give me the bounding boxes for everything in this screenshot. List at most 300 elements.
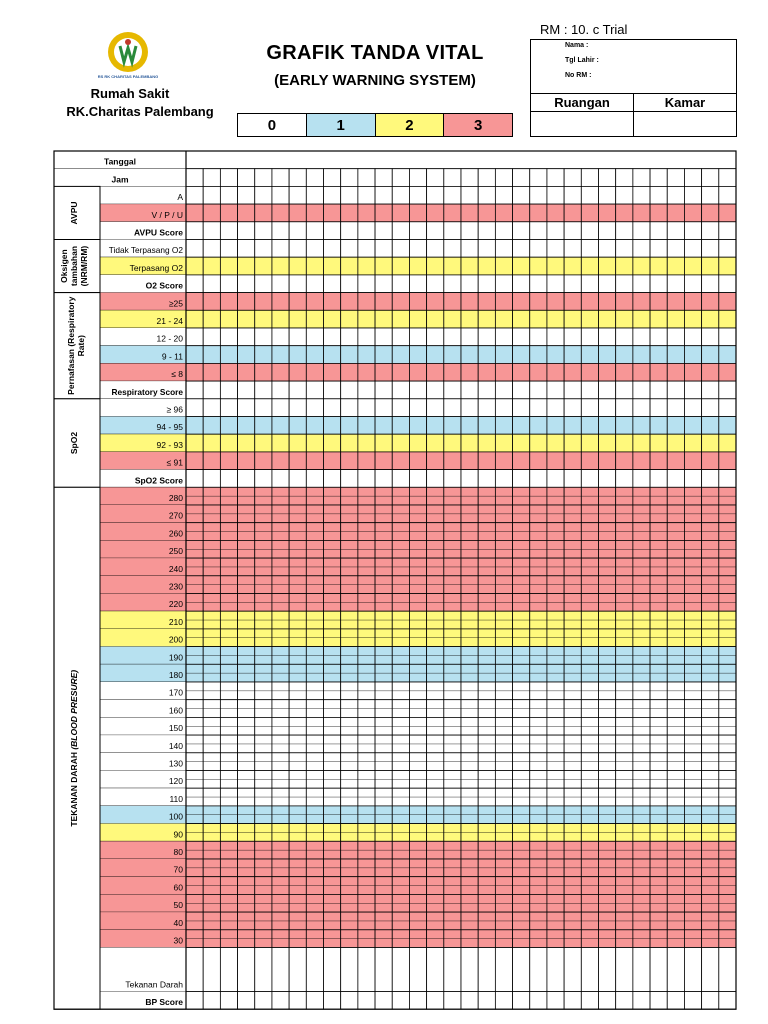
grid-cell[interactable] <box>341 222 358 240</box>
grid-cell[interactable] <box>289 992 306 1010</box>
grid-cell[interactable] <box>684 417 701 435</box>
grid-cell[interactable] <box>564 275 581 293</box>
grid-cell[interactable] <box>616 399 633 417</box>
grid-cell[interactable] <box>444 310 461 328</box>
date-cell[interactable] <box>186 151 736 169</box>
grid-cell[interactable] <box>427 222 444 240</box>
grid-cell[interactable] <box>530 434 547 452</box>
grid-cell[interactable] <box>324 452 341 470</box>
grid-cell[interactable] <box>358 434 375 452</box>
grid-cell[interactable] <box>564 417 581 435</box>
grid-cell[interactable] <box>702 186 719 204</box>
grid-cell[interactable] <box>272 240 289 258</box>
grid-cell[interactable] <box>427 257 444 275</box>
grid-cell[interactable] <box>667 363 684 381</box>
grid-cell[interactable] <box>220 470 237 488</box>
grid-cell[interactable] <box>719 399 736 417</box>
grid-cell[interactable] <box>409 293 426 311</box>
grid-cell[interactable] <box>289 240 306 258</box>
grid-cell[interactable] <box>599 452 616 470</box>
grid-cell[interactable] <box>375 169 392 187</box>
grid-cell[interactable] <box>650 417 667 435</box>
grid-cell[interactable] <box>341 169 358 187</box>
grid-cell[interactable] <box>375 452 392 470</box>
grid-cell[interactable] <box>530 240 547 258</box>
grid-cell[interactable] <box>719 417 736 435</box>
grid-cell[interactable] <box>461 948 478 992</box>
grid-cell[interactable] <box>547 186 564 204</box>
grid-cell[interactable] <box>289 434 306 452</box>
grid-cell[interactable] <box>427 470 444 488</box>
grid-cell[interactable] <box>444 381 461 399</box>
grid-cell[interactable] <box>392 948 409 992</box>
grid-cell[interactable] <box>547 204 564 222</box>
grid-cell[interactable] <box>684 204 701 222</box>
grid-cell[interactable] <box>203 257 220 275</box>
grid-cell[interactable] <box>633 310 650 328</box>
grid-cell[interactable] <box>375 417 392 435</box>
grid-cell[interactable] <box>409 381 426 399</box>
grid-cell[interactable] <box>220 381 237 399</box>
grid-cell[interactable] <box>238 293 255 311</box>
grid-cell[interactable] <box>495 275 512 293</box>
grid-cell[interactable] <box>702 222 719 240</box>
grid-cell[interactable] <box>289 186 306 204</box>
grid-cell[interactable] <box>478 204 495 222</box>
grid-cell[interactable] <box>409 186 426 204</box>
grid-cell[interactable] <box>392 992 409 1010</box>
grid-cell[interactable] <box>599 222 616 240</box>
grid-cell[interactable] <box>719 275 736 293</box>
grid-cell[interactable] <box>186 275 203 293</box>
grid-cell[interactable] <box>306 204 323 222</box>
grid-cell[interactable] <box>220 948 237 992</box>
grid-cell[interactable] <box>203 328 220 346</box>
grid-cell[interactable] <box>633 363 650 381</box>
grid-cell[interactable] <box>358 275 375 293</box>
grid-cell[interactable] <box>375 346 392 364</box>
grid-cell[interactable] <box>324 417 341 435</box>
grid-cell[interactable] <box>324 948 341 992</box>
grid-cell[interactable] <box>220 328 237 346</box>
grid-cell[interactable] <box>547 257 564 275</box>
grid-cell[interactable] <box>599 328 616 346</box>
grid-cell[interactable] <box>547 275 564 293</box>
grid-cell[interactable] <box>444 992 461 1010</box>
grid-cell[interactable] <box>599 240 616 258</box>
grid-cell[interactable] <box>478 399 495 417</box>
grid-cell[interactable] <box>461 257 478 275</box>
grid-cell[interactable] <box>341 417 358 435</box>
grid-cell[interactable] <box>306 434 323 452</box>
grid-cell[interactable] <box>186 222 203 240</box>
grid-cell[interactable] <box>513 310 530 328</box>
grid-cell[interactable] <box>461 328 478 346</box>
grid-cell[interactable] <box>427 204 444 222</box>
grid-cell[interactable] <box>255 363 272 381</box>
grid-cell[interactable] <box>547 417 564 435</box>
grid-cell[interactable] <box>478 346 495 364</box>
grid-cell[interactable] <box>427 310 444 328</box>
grid-cell[interactable] <box>409 204 426 222</box>
grid-cell[interactable] <box>392 310 409 328</box>
grid-cell[interactable] <box>702 275 719 293</box>
grid-cell[interactable] <box>616 381 633 399</box>
grid-cell[interactable] <box>461 346 478 364</box>
grid-cell[interactable] <box>272 346 289 364</box>
grid-cell[interactable] <box>633 992 650 1010</box>
grid-cell[interactable] <box>461 186 478 204</box>
grid-cell[interactable] <box>289 169 306 187</box>
grid-cell[interactable] <box>186 363 203 381</box>
grid-cell[interactable] <box>306 275 323 293</box>
grid-cell[interactable] <box>599 992 616 1010</box>
grid-cell[interactable] <box>461 452 478 470</box>
grid-cell[interactable] <box>324 470 341 488</box>
grid-cell[interactable] <box>702 257 719 275</box>
grid-cell[interactable] <box>599 169 616 187</box>
grid-cell[interactable] <box>530 186 547 204</box>
grid-cell[interactable] <box>289 257 306 275</box>
grid-cell[interactable] <box>684 257 701 275</box>
grid-cell[interactable] <box>358 948 375 992</box>
grid-cell[interactable] <box>444 240 461 258</box>
grid-cell[interactable] <box>392 470 409 488</box>
grid-cell[interactable] <box>238 169 255 187</box>
grid-cell[interactable] <box>409 399 426 417</box>
grid-cell[interactable] <box>358 310 375 328</box>
grid-cell[interactable] <box>513 222 530 240</box>
grid-cell[interactable] <box>650 346 667 364</box>
grid-cell[interactable] <box>547 399 564 417</box>
grid-cell[interactable] <box>324 992 341 1010</box>
grid-cell[interactable] <box>581 293 598 311</box>
grid-cell[interactable] <box>255 275 272 293</box>
grid-cell[interactable] <box>427 381 444 399</box>
grid-cell[interactable] <box>203 399 220 417</box>
grid-cell[interactable] <box>186 204 203 222</box>
grid-cell[interactable] <box>684 381 701 399</box>
grid-cell[interactable] <box>392 275 409 293</box>
grid-cell[interactable] <box>478 222 495 240</box>
grid-cell[interactable] <box>667 169 684 187</box>
grid-cell[interactable] <box>513 417 530 435</box>
grid-cell[interactable] <box>564 204 581 222</box>
grid-cell[interactable] <box>289 293 306 311</box>
grid-cell[interactable] <box>667 186 684 204</box>
grid-cell[interactable] <box>220 434 237 452</box>
grid-cell[interactable] <box>358 363 375 381</box>
grid-cell[interactable] <box>444 363 461 381</box>
grid-cell[interactable] <box>581 257 598 275</box>
grid-cell[interactable] <box>375 381 392 399</box>
grid-cell[interactable] <box>238 204 255 222</box>
grid-cell[interactable] <box>633 293 650 311</box>
grid-cell[interactable] <box>667 328 684 346</box>
grid-cell[interactable] <box>633 240 650 258</box>
grid-cell[interactable] <box>495 346 512 364</box>
grid-cell[interactable] <box>358 417 375 435</box>
grid-cell[interactable] <box>495 992 512 1010</box>
grid-cell[interactable] <box>272 186 289 204</box>
grid-cell[interactable] <box>513 381 530 399</box>
grid-cell[interactable] <box>341 293 358 311</box>
grid-cell[interactable] <box>478 363 495 381</box>
grid-cell[interactable] <box>444 169 461 187</box>
grid-cell[interactable] <box>633 328 650 346</box>
grid-cell[interactable] <box>650 275 667 293</box>
grid-cell[interactable] <box>238 328 255 346</box>
grid-cell[interactable] <box>444 222 461 240</box>
grid-cell[interactable] <box>581 346 598 364</box>
grid-cell[interactable] <box>530 992 547 1010</box>
grid-cell[interactable] <box>478 275 495 293</box>
grid-cell[interactable] <box>255 992 272 1010</box>
grid-cell[interactable] <box>272 257 289 275</box>
grid-cell[interactable] <box>444 204 461 222</box>
grid-cell[interactable] <box>650 169 667 187</box>
grid-cell[interactable] <box>461 470 478 488</box>
grid-cell[interactable] <box>306 381 323 399</box>
grid-cell[interactable] <box>272 310 289 328</box>
grid-cell[interactable] <box>513 992 530 1010</box>
grid-cell[interactable] <box>667 275 684 293</box>
grid-cell[interactable] <box>547 381 564 399</box>
grid-cell[interactable] <box>461 363 478 381</box>
grid-cell[interactable] <box>495 399 512 417</box>
grid-cell[interactable] <box>427 417 444 435</box>
grid-cell[interactable] <box>272 434 289 452</box>
grid-cell[interactable] <box>255 434 272 452</box>
grid-cell[interactable] <box>667 293 684 311</box>
grid-cell[interactable] <box>255 948 272 992</box>
grid-cell[interactable] <box>392 417 409 435</box>
grid-cell[interactable] <box>633 275 650 293</box>
grid-cell[interactable] <box>306 293 323 311</box>
grid-cell[interactable] <box>461 399 478 417</box>
grid-cell[interactable] <box>375 470 392 488</box>
grid-cell[interactable] <box>581 434 598 452</box>
grid-cell[interactable] <box>238 186 255 204</box>
grid-cell[interactable] <box>461 381 478 399</box>
grid-cell[interactable] <box>375 186 392 204</box>
grid-cell[interactable] <box>599 257 616 275</box>
grid-cell[interactable] <box>581 399 598 417</box>
grid-cell[interactable] <box>220 346 237 364</box>
grid-cell[interactable] <box>255 222 272 240</box>
grid-cell[interactable] <box>203 417 220 435</box>
grid-cell[interactable] <box>599 275 616 293</box>
grid-cell[interactable] <box>564 452 581 470</box>
grid-cell[interactable] <box>547 470 564 488</box>
grid-cell[interactable] <box>650 186 667 204</box>
grid-cell[interactable] <box>444 186 461 204</box>
grid-cell[interactable] <box>633 948 650 992</box>
grid-cell[interactable] <box>633 417 650 435</box>
grid-cell[interactable] <box>599 310 616 328</box>
grid-cell[interactable] <box>719 186 736 204</box>
grid-cell[interactable] <box>684 310 701 328</box>
grid-cell[interactable] <box>409 257 426 275</box>
grid-cell[interactable] <box>392 204 409 222</box>
grid-cell[interactable] <box>306 169 323 187</box>
grid-cell[interactable] <box>495 363 512 381</box>
grid-cell[interactable] <box>616 363 633 381</box>
grid-cell[interactable] <box>409 363 426 381</box>
grid-cell[interactable] <box>375 310 392 328</box>
grid-cell[interactable] <box>186 310 203 328</box>
grid-cell[interactable] <box>392 186 409 204</box>
grid-cell[interactable] <box>272 470 289 488</box>
grid-cell[interactable] <box>530 452 547 470</box>
grid-cell[interactable] <box>409 434 426 452</box>
grid-cell[interactable] <box>220 204 237 222</box>
grid-cell[interactable] <box>702 328 719 346</box>
grid-cell[interactable] <box>616 470 633 488</box>
grid-cell[interactable] <box>616 310 633 328</box>
grid-cell[interactable] <box>495 310 512 328</box>
grid-cell[interactable] <box>564 186 581 204</box>
grid-cell[interactable] <box>375 992 392 1010</box>
grid-cell[interactable] <box>478 434 495 452</box>
grid-cell[interactable] <box>392 293 409 311</box>
grid-cell[interactable] <box>633 434 650 452</box>
grid-cell[interactable] <box>203 381 220 399</box>
grid-cell[interactable] <box>564 169 581 187</box>
grid-cell[interactable] <box>409 992 426 1010</box>
grid-cell[interactable] <box>581 328 598 346</box>
grid-cell[interactable] <box>530 381 547 399</box>
grid-cell[interactable] <box>358 992 375 1010</box>
grid-cell[interactable] <box>461 240 478 258</box>
grid-cell[interactable] <box>667 470 684 488</box>
grid-cell[interactable] <box>478 310 495 328</box>
grid-cell[interactable] <box>633 257 650 275</box>
grid-cell[interactable] <box>341 204 358 222</box>
grid-cell[interactable] <box>203 204 220 222</box>
grid-cell[interactable] <box>341 948 358 992</box>
grid-cell[interactable] <box>341 381 358 399</box>
grid-cell[interactable] <box>530 363 547 381</box>
grid-cell[interactable] <box>633 204 650 222</box>
grid-cell[interactable] <box>530 257 547 275</box>
grid-cell[interactable] <box>719 310 736 328</box>
grid-cell[interactable] <box>684 399 701 417</box>
grid-cell[interactable] <box>341 186 358 204</box>
grid-cell[interactable] <box>684 275 701 293</box>
grid-cell[interactable] <box>633 186 650 204</box>
grid-cell[interactable] <box>427 186 444 204</box>
grid-cell[interactable] <box>599 948 616 992</box>
grid-cell[interactable] <box>324 240 341 258</box>
grid-cell[interactable] <box>547 452 564 470</box>
grid-cell[interactable] <box>581 222 598 240</box>
grid-cell[interactable] <box>581 169 598 187</box>
grid-cell[interactable] <box>650 240 667 258</box>
grid-cell[interactable] <box>495 222 512 240</box>
grid-cell[interactable] <box>238 434 255 452</box>
grid-cell[interactable] <box>667 310 684 328</box>
grid-cell[interactable] <box>564 381 581 399</box>
grid-cell[interactable] <box>255 417 272 435</box>
grid-cell[interactable] <box>444 346 461 364</box>
grid-cell[interactable] <box>255 293 272 311</box>
grid-cell[interactable] <box>564 992 581 1010</box>
grid-cell[interactable] <box>513 293 530 311</box>
grid-cell[interactable] <box>255 470 272 488</box>
grid-cell[interactable] <box>530 310 547 328</box>
grid-cell[interactable] <box>289 470 306 488</box>
grid-cell[interactable] <box>220 222 237 240</box>
grid-cell[interactable] <box>341 328 358 346</box>
grid-cell[interactable] <box>289 399 306 417</box>
grid-cell[interactable] <box>650 434 667 452</box>
grid-cell[interactable] <box>392 399 409 417</box>
grid-cell[interactable] <box>650 992 667 1010</box>
grid-cell[interactable] <box>186 257 203 275</box>
grid-cell[interactable] <box>684 346 701 364</box>
grid-cell[interactable] <box>478 452 495 470</box>
grid-cell[interactable] <box>324 169 341 187</box>
grid-cell[interactable] <box>289 204 306 222</box>
grid-cell[interactable] <box>220 452 237 470</box>
grid-cell[interactable] <box>238 346 255 364</box>
grid-cell[interactable] <box>427 328 444 346</box>
grid-cell[interactable] <box>409 240 426 258</box>
grid-cell[interactable] <box>650 948 667 992</box>
grid-cell[interactable] <box>495 381 512 399</box>
grid-cell[interactable] <box>650 470 667 488</box>
grid-cell[interactable] <box>341 310 358 328</box>
grid-cell[interactable] <box>684 169 701 187</box>
grid-cell[interactable] <box>599 434 616 452</box>
grid-cell[interactable] <box>616 293 633 311</box>
grid-cell[interactable] <box>358 381 375 399</box>
grid-cell[interactable] <box>530 346 547 364</box>
grid-cell[interactable] <box>616 222 633 240</box>
grid-cell[interactable] <box>719 992 736 1010</box>
grid-cell[interactable] <box>719 257 736 275</box>
grid-cell[interactable] <box>341 240 358 258</box>
grid-cell[interactable] <box>289 452 306 470</box>
grid-cell[interactable] <box>513 346 530 364</box>
grid-cell[interactable] <box>324 434 341 452</box>
grid-cell[interactable] <box>461 417 478 435</box>
grid-cell[interactable] <box>599 293 616 311</box>
grid-cell[interactable] <box>702 240 719 258</box>
grid-cell[interactable] <box>650 452 667 470</box>
grid-cell[interactable] <box>203 186 220 204</box>
grid-cell[interactable] <box>444 399 461 417</box>
grid-cell[interactable] <box>719 363 736 381</box>
grid-cell[interactable] <box>633 399 650 417</box>
grid-cell[interactable] <box>616 169 633 187</box>
grid-cell[interactable] <box>513 434 530 452</box>
grid-cell[interactable] <box>220 275 237 293</box>
grid-cell[interactable] <box>719 328 736 346</box>
grid-cell[interactable] <box>203 992 220 1010</box>
grid-cell[interactable] <box>375 293 392 311</box>
grid-cell[interactable] <box>186 381 203 399</box>
grid-cell[interactable] <box>478 328 495 346</box>
grid-cell[interactable] <box>564 346 581 364</box>
grid-cell[interactable] <box>392 257 409 275</box>
grid-cell[interactable] <box>341 363 358 381</box>
grid-cell[interactable] <box>409 948 426 992</box>
grid-cell[interactable] <box>616 452 633 470</box>
grid-cell[interactable] <box>444 948 461 992</box>
grid-cell[interactable] <box>392 169 409 187</box>
